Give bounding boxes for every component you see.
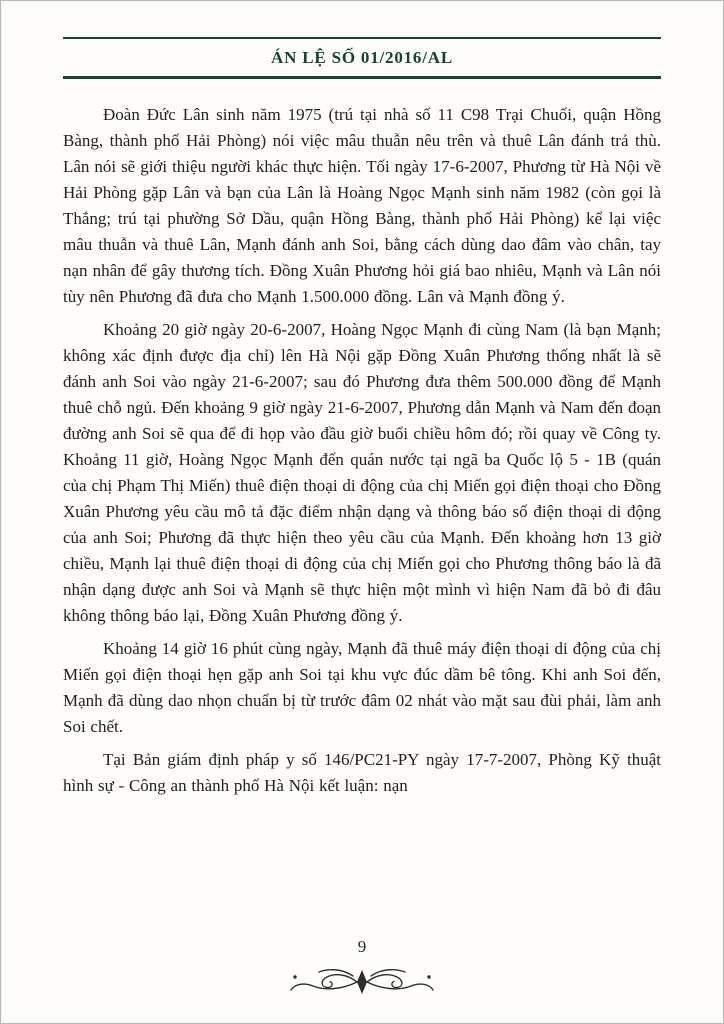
page-number: 9 xyxy=(357,937,367,956)
paragraph: Tại Bản giám định pháp y số 146/PC21-PY ngày 17-7-2007, Phòng Kỹ thuật hình sự - Công an thành phố Hà Nội kết luận: nạn xyxy=(63,750,661,795)
floral-flourish-icon xyxy=(1,963,723,1003)
paragraph: Đoàn Đức Lân sinh năm 1975 (trú tại nhà số 11 C98 Trại Chuối, quận Hồng Bàng, thành phố Hải Phòng) nói việc mâu thuẫn nêu trên và thuê Lân đánh trả thù. Lân nói sẽ giới thiệu người khác thực hiện. Tối ngày 17-6-2007, Phương từ Hà Nội về Hải Phòng gặp Lân và bạn của Lân là Hoàng Ngọc Mạnh sinh năm 1982 (còn gọi là Thắng; trú tại phường Sở Dầu, quận Hồng Bàng, thành phố Hải Phòng) kể lại việc mâu thuẫn và thuê Lân, Mạnh đánh anh Soi, bằng cách dùng dao đâm vào chân, tay nạn nhân để gây thương tích. Đồng Xuân Phương hỏi giá bao nhiêu, Mạnh và Lân nói tùy nên Phương đã đưa cho Mạnh 1.500.000 đồng. Lân và Mạnh đồng ý. xyxy=(63,105,661,306)
case-law-title: ÁN LỆ SỐ 01/2016/AL xyxy=(271,48,453,67)
page-header xyxy=(63,37,661,79)
body-text xyxy=(63,102,661,799)
paragraph: Khoảng 14 giờ 16 phút cùng ngày, Mạnh đã thuê máy điện thoại di động của chị Miến gọi điện thoại hẹn gặp anh Soi tại khu vực đúc dầm bê tông. Khi anh Soi đến, Mạnh đã dùng dao nhọn chuẩn bị từ trước đâm 02 nhát vào mặt sau đùi phải, làm anh Soi chết. xyxy=(63,639,661,736)
paragraph: Khoảng 20 giờ ngày 20-6-2007, Hoàng Ngọc Mạnh đi cùng Nam (là bạn Mạnh; không xác định được địa chỉ) lên Hà Nội gặp Đồng Xuân Phương thống nhất là sẽ đánh anh Soi vào ngày 21-6-2007; sau đó Phương đưa thêm 500.000 đồng để Mạnh thuê chỗ ngủ. Đến khoảng 9 giờ ngày 21-6-2007, Phương dẫn Mạnh và Nam đến đoạn đường anh Soi sẽ qua để đi họp vào đầu giờ buổi chiều hôm đó; rồi quay về Công ty. Khoảng 11 giờ, Hoàng Ngọc Mạnh đến quán nước tại ngã ba Quốc lộ 5 - 1B (quán của chị Phạm Thị Miến) thuê điện thoại di động của chị Miến gọi điện thoại cho Đồng Xuân Phương yêu cầu mô tả đặc điểm nhận dạng và thông báo số điện thoại di động của anh Soi; Phương đã thực hiện theo yêu cầu của Mạnh. Đến khoảng hơn 13 giờ chiều, Mạnh lại thuê điện thoại di động của chị Miến gọi cho Phương thông báo là đã nhận dạng được anh Soi và Mạnh sẽ thực hiện một mình vì hiện Nam đã bỏ đi đâu không thông báo lại, Đồng Xuân Phương đồng ý. xyxy=(63,320,661,625)
